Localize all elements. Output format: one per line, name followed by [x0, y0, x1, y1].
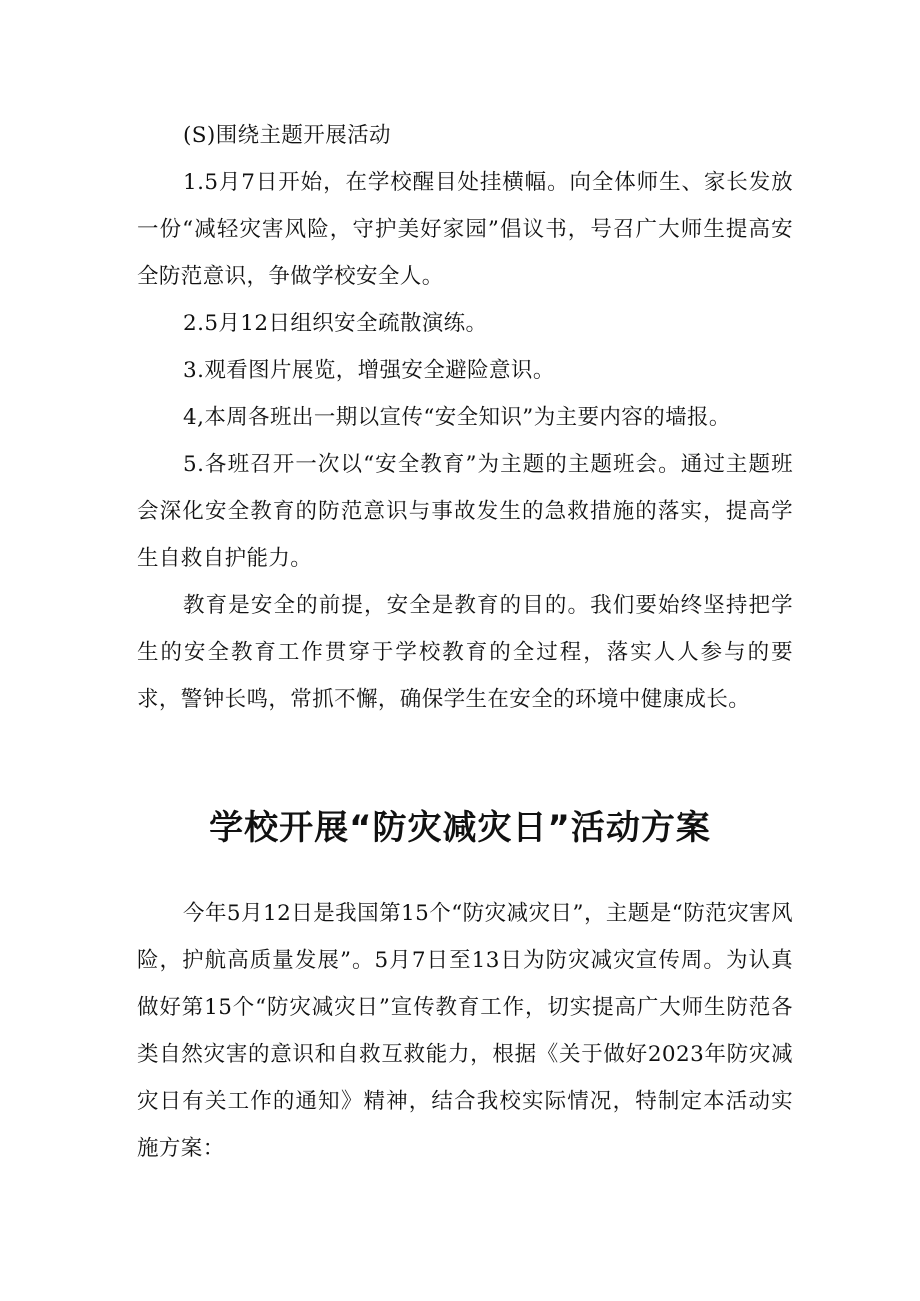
- paragraph-item-5: 5.各班召开一次以“安全教育”为主题的主题班会。通过主题班会深化安全教育的防范意识与事故发生的急救措施的落实，提高学生自救自护能力。: [137, 452, 793, 571]
- paragraph-conclusion: 教育是安全的前提，安全是教育的目的。我们要始终坚持把学生的安全教育工作贯穿于学校教育的全过程，落实人人参与的要求，警钟长鸣，常抓不懈，确保学生在安全的环境中健康成长。: [137, 593, 793, 712]
- paragraph-heading-activities: (S)围绕主题开展活动: [183, 123, 391, 148]
- section-activities: [137, 112, 793, 723]
- paragraph-item-2: 2.5月12日组织安全疏散演练。: [183, 311, 488, 336]
- paragraph-item-4: 4,本周各班出一期以宣传“安全知识”为主要内容的墙报。: [183, 405, 731, 430]
- document-title: 学校开展“防灾减灾日”活动方案: [209, 808, 711, 848]
- paragraph-item-1: 1.5月7日开始，在学校醒目处挂横幅。向全体师生、家长发放一份“减轻灾害风险，守护美好家园”倡议书，号召广大师生提高安全防范意识，争做学校安全人。: [137, 170, 793, 289]
- paragraph-introduction: 今年5月12日是我国第15个“防灾减灾日”，主题是“防范灾害风险，护航高质量发展”。5月7日至13日为防灾减灾宣传周。为认真做好第15个“防灾减灾日”宣传教育工作，切实提高广大师生防范各类自然灾害的意识和自救互救能力，根据《关于做好2023年防灾减灾日有关工作的通知》精神，结合我校实际情况，特制定本活动实施方案：: [137, 901, 793, 1161]
- section-introduction: [137, 890, 793, 1172]
- paragraph-item-3: 3.观看图片展览，增强安全避险意识。: [183, 358, 555, 383]
